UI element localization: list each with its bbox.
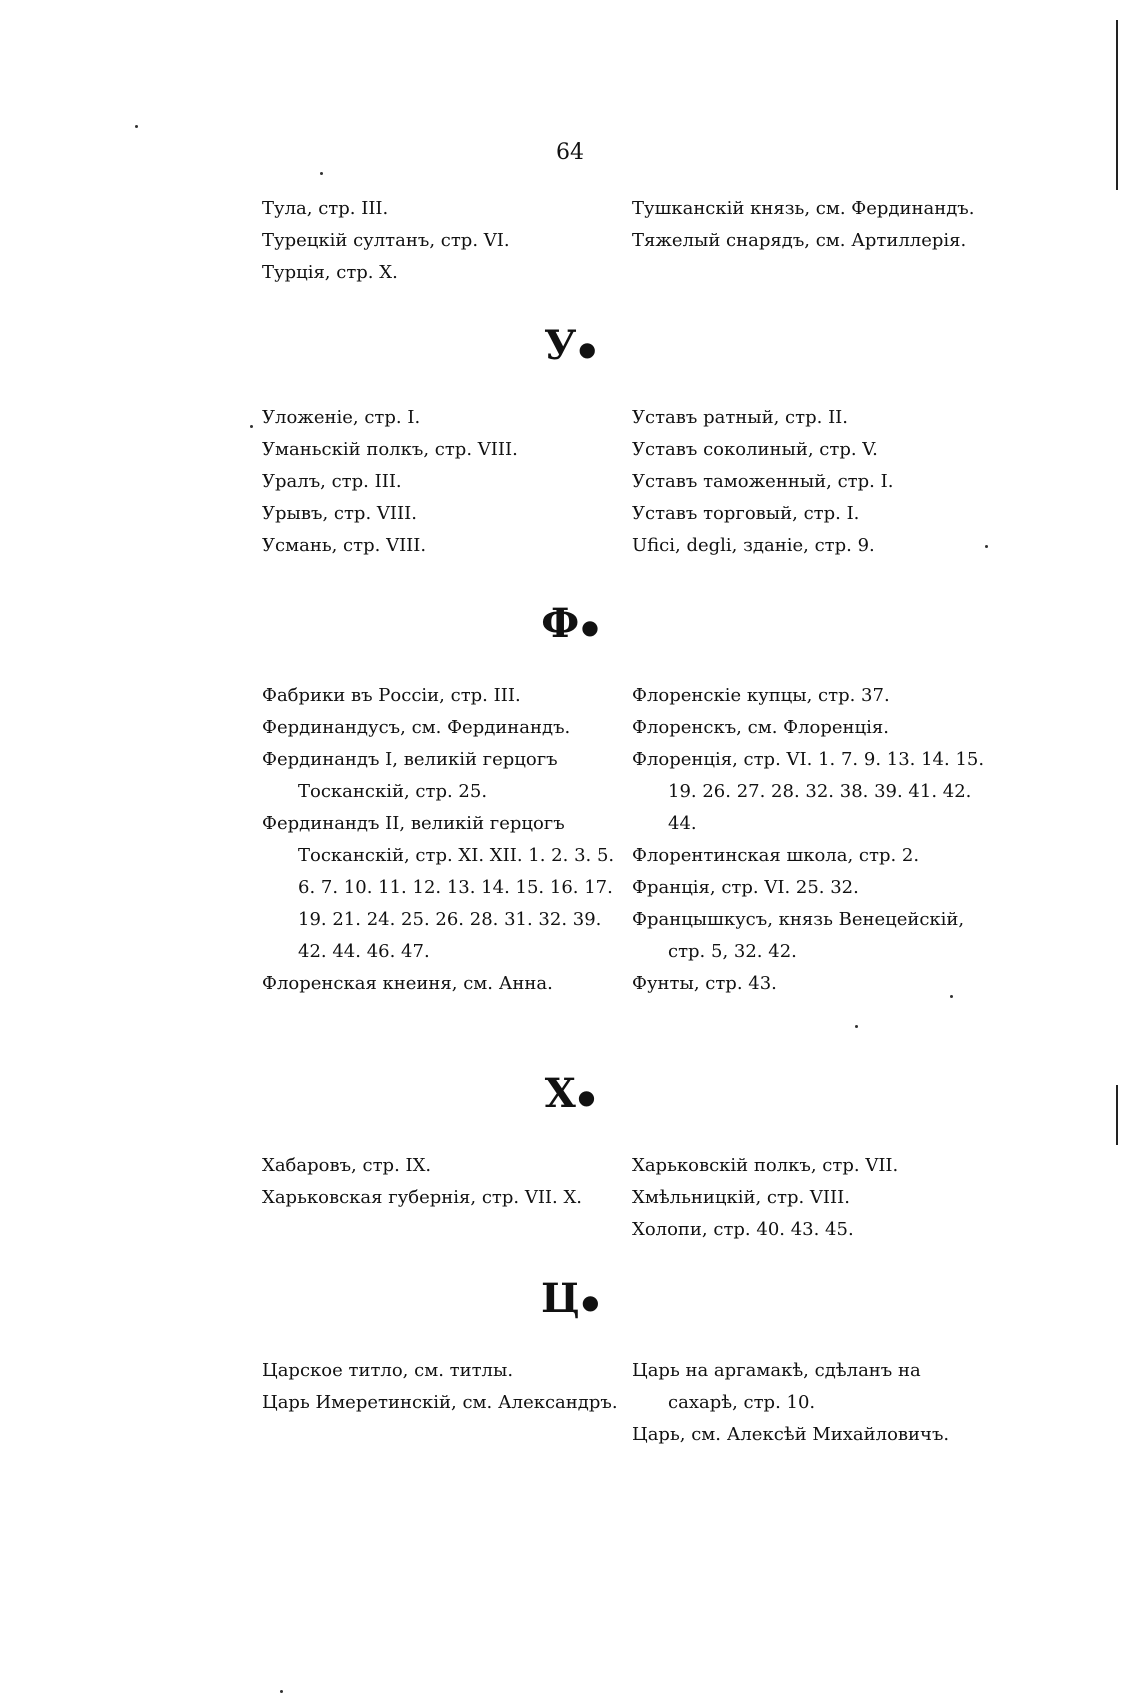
scan-edge-line xyxy=(1116,1085,1118,1145)
index-entry: Уставъ торговый, стр. I. xyxy=(632,503,860,524)
index-entry: Усмань, стр. VIII. xyxy=(262,535,427,556)
index-entry: Флоренція, стр. VI. 1. 7. 9. 13. 14. 15. 19. 26. 27. 28. 32. 38. 39. 41. 42. 44. xyxy=(632,749,985,834)
index-entry: Уманьскій полкъ, стр. VIII. xyxy=(262,439,518,460)
index-entry: Флоренскъ, см. Флоренція. xyxy=(632,717,889,738)
index-entry: Фунты, стр. 43. xyxy=(632,973,777,994)
index-entry: Тула, стр. III. xyxy=(262,198,389,219)
right-column xyxy=(632,193,992,289)
section-letter-ts: Ц ● xyxy=(540,1275,600,1322)
index-entry: Фердинандъ I, великій герцогъ Тосканскій, стр. 25. xyxy=(262,749,558,802)
right-column xyxy=(632,402,992,562)
index-entry: Царь Имеретинскій, см. Александръ. xyxy=(262,1392,618,1413)
index-entry: Турецкій султанъ, стр. VI. xyxy=(262,230,510,251)
right-column xyxy=(632,1150,992,1246)
section-f xyxy=(262,680,992,1000)
section-letter-kh: Х ● xyxy=(544,1070,596,1117)
index-entry: Царь, см. Алексѣй Михайловичъ. xyxy=(632,1424,950,1445)
index-entry: Франція, стр. VI. 25. 32. xyxy=(632,877,859,898)
section-letter-u: У ● xyxy=(544,322,596,369)
index-entry: Царское титло, см. титлы. xyxy=(262,1360,514,1381)
index-entry: Харьковская губернія, стр. VII. X. xyxy=(262,1187,583,1208)
page-number: 64 xyxy=(556,140,584,165)
index-entry: Уставъ ратный, стр. II. xyxy=(632,407,849,428)
left-column xyxy=(262,1355,622,1451)
index-entry: Францышкусъ, князь Венецейскій, стр. 5, 32. 42. xyxy=(632,909,965,962)
scan-speck xyxy=(950,995,953,998)
left-column xyxy=(262,1150,622,1246)
section-u xyxy=(262,402,992,562)
left-column xyxy=(262,193,622,289)
index-entry: Фердинандъ II, великій герцогъ Тосканскій, стр. XI. XII. 1. 2. 3. 5. 6. 7. 10. 11. 12. 13. 14. 15. 16. 17. 19. 21. 24. 25. 26. 28. 31. 32. 39. 42. 44. 46. 47. xyxy=(262,813,615,962)
index-entry: Турція, стр. X. xyxy=(262,262,398,283)
index-entry: Уралъ, стр. III. xyxy=(262,471,402,492)
scan-speck xyxy=(280,1690,283,1693)
index-entry: Уставъ таможенный, стр. I. xyxy=(632,471,894,492)
scan-speck xyxy=(250,425,253,428)
right-column xyxy=(632,680,992,1000)
index-entry: Урывъ, стр. VIII. xyxy=(262,503,417,524)
index-entry: Хабаровъ, стр. IX. xyxy=(262,1155,432,1176)
index-entry: Флорентинская школа, стр. 2. xyxy=(632,845,920,866)
scan-speck xyxy=(320,172,323,175)
index-entry: Фердинандусъ, см. Фердинандъ. xyxy=(262,717,571,738)
index-entry: Тушканскій князь, см. Фердинандъ. xyxy=(632,198,975,219)
index-entry: Уложеніе, стр. I. xyxy=(262,407,421,428)
left-column xyxy=(262,680,622,1000)
scan-speck xyxy=(135,125,138,128)
index-entry: Царь на аргамакѣ, сдѣланъ на сахарѣ, стр. 10. xyxy=(632,1360,921,1413)
section-kh xyxy=(262,1150,992,1246)
section-t xyxy=(262,193,992,289)
index-entry: Хмѣльницкій, стр. VIII. xyxy=(632,1187,850,1208)
section-letter-f: Ф ● xyxy=(541,600,599,647)
index-entry: Фабрики въ Россіи, стр. III. xyxy=(262,685,521,706)
left-column xyxy=(262,402,622,562)
index-entry: Флоренская кнеиня, см. Анна. xyxy=(262,973,553,994)
index-entry: Уставъ соколиный, стр. V. xyxy=(632,439,878,460)
index-entry: Тяжелый снарядъ, см. Артиллерія. xyxy=(632,230,967,251)
section-ts xyxy=(262,1355,992,1451)
index-entry: Ufici, degli, зданіе, стр. 9. xyxy=(632,535,875,556)
index-entry: Флоренскіе купцы, стр. 37. xyxy=(632,685,890,706)
scan-speck xyxy=(985,545,988,548)
index-entry: Холопи, стр. 40. 43. 45. xyxy=(632,1219,854,1240)
scan-edge-line xyxy=(1116,20,1118,190)
scan-speck xyxy=(855,1025,858,1028)
right-column xyxy=(632,1355,992,1451)
index-entry: Харьковскій полкъ, стр. VII. xyxy=(632,1155,899,1176)
